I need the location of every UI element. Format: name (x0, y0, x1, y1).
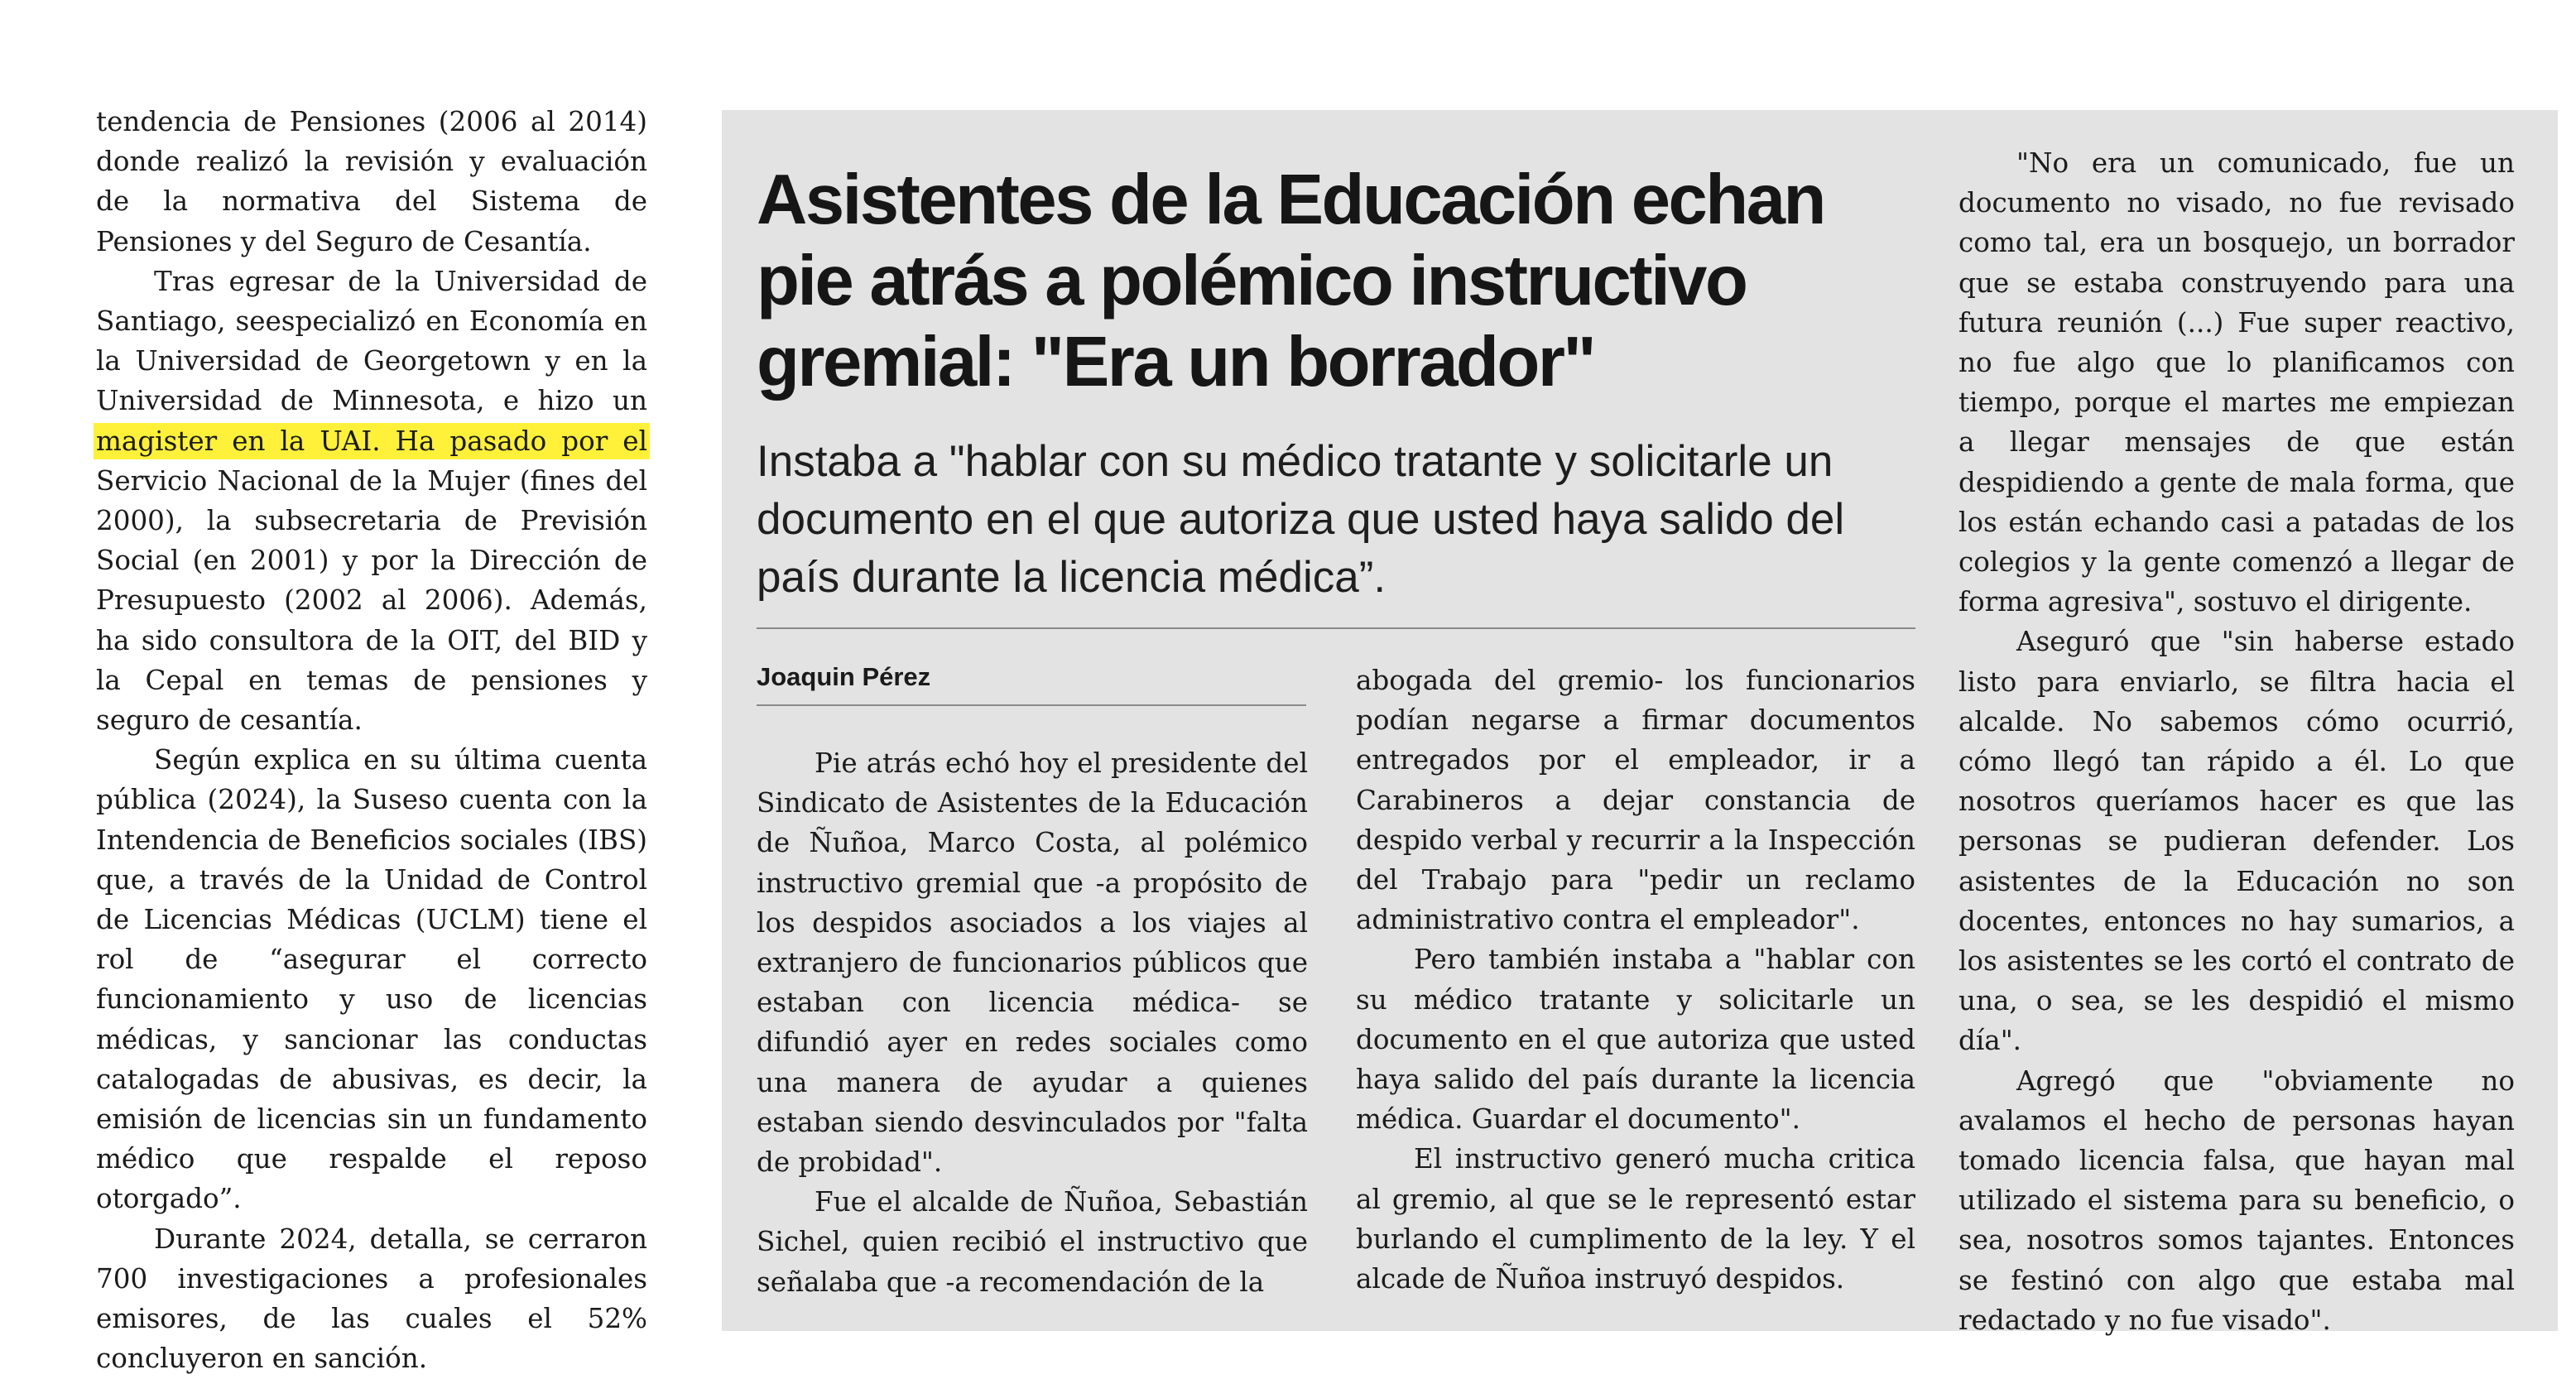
paragraph: "No era un comunicado, fue un documento no visado, no fue revisado como tal, era un bosquejo, un borrador que se estaba construyendo para una futura reunión (...) Fue super reactivo, no fue algo que lo planificamos con tiempo, porque el martes me empiezan a llegar mensajes de que están despidiendo a gente de mala forma, que los están echando casi a patadas de los colegios y la gente comenzó a llegar de forma agresiva", sostuvo el dirigente. (1958, 147, 2515, 618)
paragraph (96, 262, 647, 740)
article-column-1 (757, 743, 1308, 1302)
article-column-2 (1356, 661, 1915, 1299)
paragraph: Pie atrás echó hoy el presidente del Sindicato de Asistentes de la Educación de Ñuñoa, Marco Costa, al polémico instructivo gremial que -a propósito de los despidos asociados a los viajes al extranjero de funcionarios públicos que estaban con licencia médica- se difundió ayer en redes sociales como una manera de ayudar a quienes estaban siendo desvinculados por "falta de probidad". (757, 747, 1308, 1179)
divider (757, 627, 1915, 629)
paragraph: tendencia de Pensiones (2006 al 2014) donde realizó la revisión y evaluación de la normativa del Sistema de Pensiones y del Seguro de Cesantía. (96, 106, 647, 257)
headline: Asistentes de la Educación echan pie atrás a polémico instructivo gremial: "Era un borrador" (757, 161, 1824, 401)
paragraph-text: Servicio Nacional de la Mujer (fines del 2000), la subsecretaria de Previsión Social (en 2001) y por la Dirección de Presupuesto (2002 al 2006). Además, ha sido consultora de la OIT, del BID y la Cepal en temas de pensiones y seguro de cesantía. (96, 464, 647, 737)
byline-divider (757, 704, 1306, 706)
previous-article-column (96, 102, 647, 1379)
byline: Joaquin Pérez (757, 662, 931, 691)
paragraph: Según explica en su última cuenta pública (2024), la Suseso cuenta con la Intendencia de Beneficios sociales (IBS) que, a través de la Unidad de Control de Licencias Médicas (UCLM) tiene el rol de “asegurar el correcto funcionamiento y uso de licencias médicas, y sancionar las conductas catalogadas de abusivas, es decir, la emisión de licencias sin un fundamento médico que respalde el reposo otorgado”. (96, 744, 647, 1215)
paragraph: Pero también instaba a "hablar con su médico tratante y solicitarle un documento en el que autoriza que usted haya salido del país durante la licencia médica. Guardar el documento". (1356, 944, 1915, 1136)
paragraph: abogada del gremio- los funcionarios podían negarse a firmar documentos entregados por el empleador, ir a Carabineros a dejar constancia de despido verbal y recurrir a la Inspección del Trabajo para "pedir un reclamo administrativo contra el empleador". (1356, 665, 1915, 936)
paragraph: Aseguró que "sin haberse estado listo para enviarlo, se filtra hacia el alcalde. No sabemos cómo ocurrió, cómo llegó tan rápido a él. Lo que nosotros queríamos hacer es que las personas se pudieran defender. Los asistentes de la Educación no son docentes, entonces no hay sumarios, a los asistentes se les cortó el contrato de una, o sea, se les despidió el mismo día". (1958, 626, 2515, 1057)
article-box (722, 110, 2558, 1336)
paragraph-text: Tras egresar de la Universidad de Santiago, seespecializó en Economía en la Universidad de Georgetown y en la Universidad de Minnesota, e hizo un (96, 265, 647, 417)
paragraph: Fue el alcalde de Ñuñoa, Sebastián Sichel, quien recibió el instructivo que señalaba que -a recomendación de la (757, 1186, 1308, 1298)
article-column-3 (1958, 143, 2515, 1340)
subheadline: Instaba a "hablar con su médico tratante y solicitarle un documento en el que autoriza que usted haya salido del país durante la licencia médica”. (757, 437, 1845, 602)
highlighted-text: magister en la UAI. Ha pasado por el (96, 425, 647, 457)
paragraph: Agregó que "obviamente no avalamos el hecho de personas hayan tomado licencia falsa, que hayan mal utilizado el sistema para su beneficio, o sea, nosotros somos tajantes. Entonces se festinó con algo que estaba mal redactado y no fue visado". (1958, 1064, 2515, 1336)
paragraph: El instructivo generó mucha critica al gremio, al que se le representó estar burlando el cumplimento de la ley. Y el alcade de Ñuñoa instruyó despidos. (1356, 1143, 1915, 1295)
paragraph: Durante 2024, detalla, se cerraron 700 investigaciones a profesionales emisores, de las cuales el 52% concluyeron en sanción. (96, 1223, 647, 1375)
